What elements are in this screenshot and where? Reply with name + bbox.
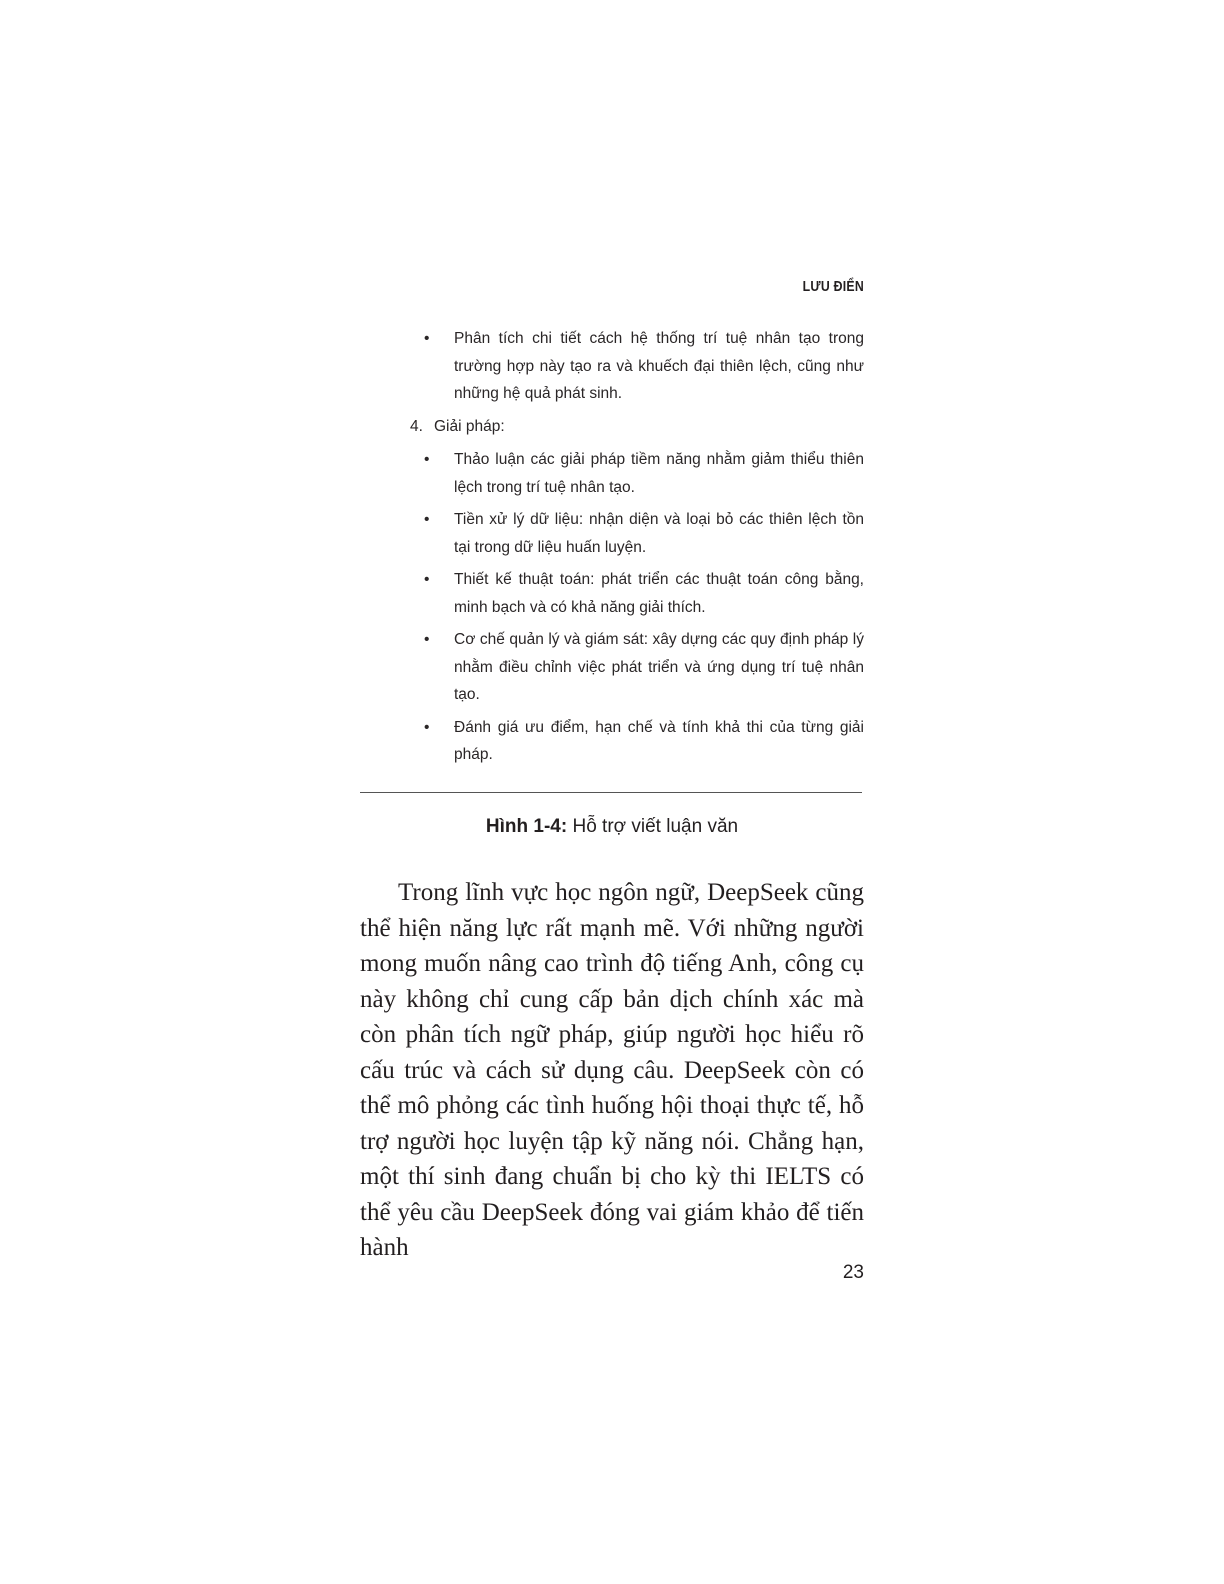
bullet-text: Thiết kế thuật toán: phát triển các thuật toán công bằng, minh bạch và có khả năng giải thích. [454, 571, 864, 616]
numbered-item [360, 413, 864, 441]
bullet-item [360, 325, 864, 408]
bullet-icon: • [424, 718, 430, 736]
caption-text: Hỗ trợ viết luận văn [567, 816, 739, 837]
bullet-icon: • [424, 511, 430, 528]
bullet-icon: • [424, 571, 430, 588]
bullet-item [360, 446, 864, 501]
bullet-icon: • [424, 330, 430, 347]
bullet-icon: • [424, 631, 430, 648]
item-number: 4. [410, 417, 423, 435]
bullet-item [360, 626, 864, 709]
bullet-item [360, 506, 864, 561]
figure-content [360, 325, 864, 774]
bullet-text: Tiền xử lý dữ liệu: nhận diện và loại bỏ các thiên lệch tồn tại trong dữ liệu huấn luyện. [454, 511, 864, 556]
bullet-icon: • [424, 451, 430, 468]
bullet-text: Phân tích chi tiết cách hệ thống trí tuệ nhân tạo trong trường hợp này tạo ra và khuếch đại thiên lệch, cũng như những hệ quả phát sinh. [454, 330, 864, 402]
bullet-text: Đánh giá ưu điểm, hạn chế và tính khả thi của từng giải pháp. [454, 718, 864, 763]
page-number: 23 [842, 1262, 864, 1283]
figure-divider [360, 792, 862, 793]
section-title: Giải pháp: [434, 417, 505, 435]
bullet-item [360, 714, 864, 769]
body-paragraph: Trong lĩnh vực học ngôn ngữ, DeepSeek cũng thể hiện năng lực rất mạnh mẽ. Với những người mong muốn nâng cao trình độ tiếng Anh, công cụ này không chỉ cung cấp bản dịch chính xác mà còn phân tích ngữ pháp, giúp người học hiểu rõ cấu trúc và cách sử dụng câu. DeepSeek còn có thể mô phỏng các tình huống hội thoại thực tế, hỗ trợ người học luyện tập kỹ năng nói. Chẳng hạn, một thí sinh đang chuẩn bị cho kỳ thi IELTS có thể yêu cầu DeepSeek đóng vai giám khảo để tiến hành [360, 879, 864, 1261]
bullet-item [360, 566, 864, 621]
bullet-text: Thảo luận các giải pháp tiềm năng nhằm giảm thiểu thiên lệch trong trí tuệ nhân tạo. [454, 451, 864, 496]
bullet-text: Cơ chế quản lý và giám sát: xây dựng các quy định pháp lý nhằm điều chỉnh việc phát triển và ứng dụng trí tuệ nhân tạo. [454, 631, 864, 703]
caption-label: Hình 1-4: [485, 816, 568, 837]
running-header: LƯU ĐIỂN [802, 278, 864, 295]
figure-caption [360, 816, 864, 838]
